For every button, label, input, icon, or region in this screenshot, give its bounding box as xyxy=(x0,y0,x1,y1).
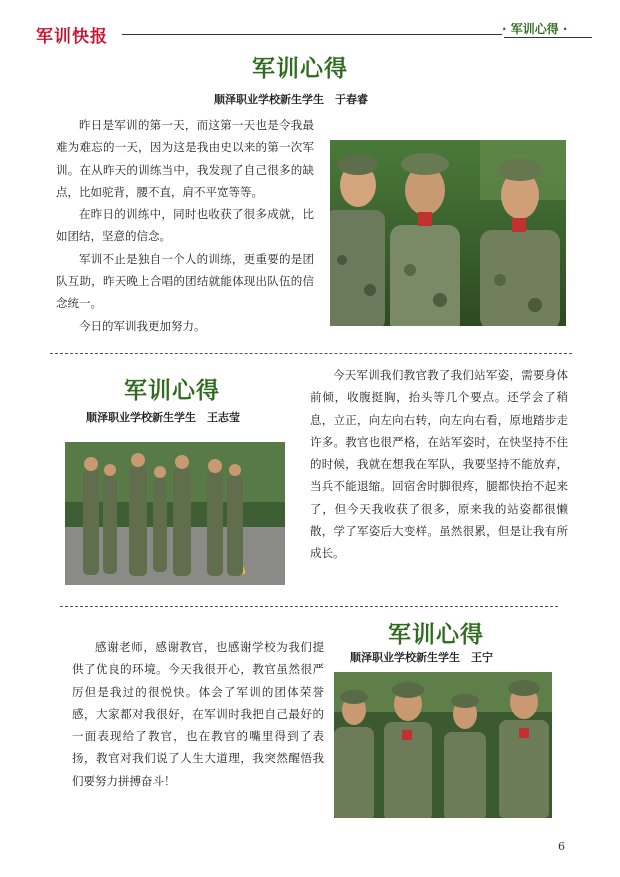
article-3-byline: 顺泽职业学校新生学生 王宁 xyxy=(350,651,493,664)
header-divider xyxy=(122,34,502,35)
section-label: · 军训心得 · xyxy=(502,22,568,36)
article-1-paragraph: 军训不止是独自一个人的训练，更重要的是团队互助，昨天晚上合唱的团结就能体现出队伍的信念统一。 xyxy=(56,251,314,311)
article-1-photo xyxy=(330,140,566,326)
article-2-title: 军训心得 xyxy=(124,378,220,404)
article-1-paragraph: 今日的军训我更加努力。 xyxy=(79,318,206,333)
article-3-photo xyxy=(334,672,552,818)
article-2-byline: 顺泽职业学校新生学生 王志莹 xyxy=(86,411,240,424)
page-number: 6 xyxy=(558,840,565,853)
newsletter-title: 军训快报 xyxy=(36,27,108,47)
article-2-paragraph: 今天军训我们教官教了我们站军姿，需要身体前倾，收腹挺胸，抬头等几个要点。还学会了稍息，立正，向左向右转，向左向右看，原地踏步走许多。教官也很严格，在站军姿时，在快坚持不住的时候，我就在想我在军队，我要坚持不能放弃，当兵不能退缩。回宿舍时脚很疼，腿都快抬不起来了，但今天我收获了很多，原来我的站姿都很懒散，学了军姿后大变样。虽然很累，但是让我有所成长。 xyxy=(310,368,568,561)
article-3-paragraph: 感谢老师，感谢教官，也感谢学校为我们提供了优良的环境。今天我很开心，教官虽然很严厉但是我过的很悦快。体会了军训的团体荣誉感，大家都对我很好，在军训时我把自己最好的一面表现给了教官，也在教官的嘴里得到了表扬，教官对我们说了人生大道理，我突然醒悟我们要努力拼搏奋斗！ xyxy=(72,640,324,788)
article-1-title: 军训心得 xyxy=(252,56,348,82)
article-1-byline: 顺泽职业学校新生学生 于春睿 xyxy=(214,93,368,106)
article-3-title: 军训心得 xyxy=(388,622,484,648)
section-divider xyxy=(50,353,572,354)
section-divider xyxy=(60,606,558,607)
article-1-body xyxy=(56,114,314,337)
article-3-body xyxy=(72,636,324,792)
section-underline xyxy=(504,37,592,38)
article-2-body xyxy=(310,364,568,565)
article-1-paragraph: 昨日是军训的第一天，而这第一天也是令我最难为难忘的一天，因为这是我由史以来的第一次军训。在从昨天的训练当中，我发现了自己很多的缺点，比如驼背，腰不直，肩不平宽等等。 xyxy=(56,118,314,199)
article-1-paragraph: 在昨日的训练中，同时也收获了很多成就，比如团结，坚意的信念。 xyxy=(56,207,314,244)
article-2-photo xyxy=(65,442,285,585)
